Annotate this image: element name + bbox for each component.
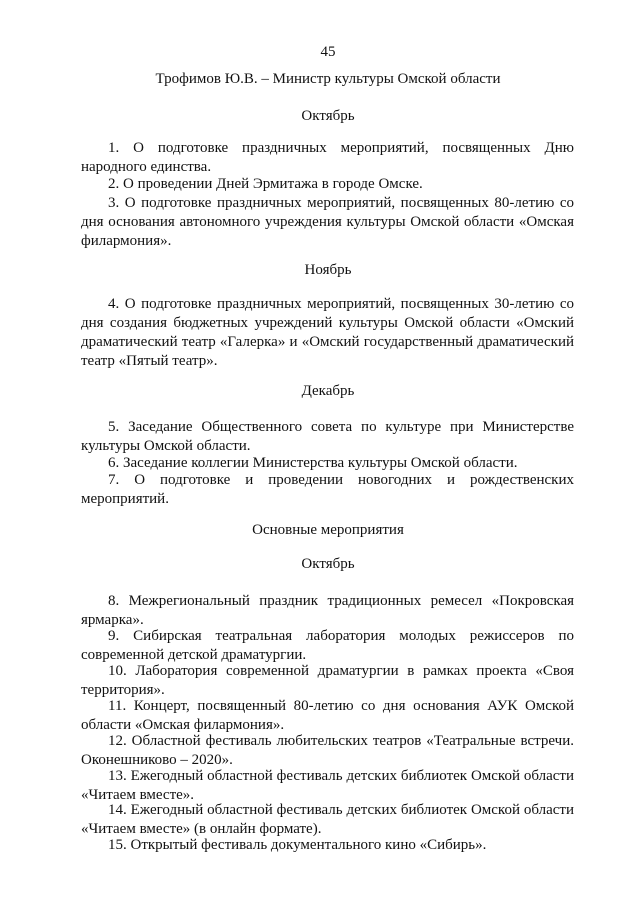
list-item: 7. О подготовке и проведении новогодних и рождественских мероприятий. (81, 472, 574, 507)
list-item: 3. О подготовке праздничных мероприятий, посвященных 80-летию со дня основания автономного учреждения культуры Омской области «Омская филармония». (81, 195, 574, 249)
list-item: 6. Заседание коллегии Министерства культуры Омской области. (108, 455, 518, 471)
list-item: 14. Ежегодный областной фестиваль детских библиотек Омской области «Читаем вместе» (в онлайн формате). (81, 802, 574, 837)
list-item: 2. О проведении Дней Эрмитажа в городе Омске. (108, 176, 423, 192)
list-item: 4. О подготовке праздничных мероприятий, посвященных 30-летию со дня создания бюджетных учреждений культуры Омской области «Омский драматический театр «Галерка» и «Омский государственный драматический театр «Пятый театр». (81, 296, 574, 369)
list-item: 8. Межрегиональный праздник традиционных ремесел «Покровская ярмарка». (81, 593, 574, 628)
list-item: 10. Лаборатория современной драматургии в рамках проекта «Своя территория». (81, 663, 574, 698)
list-item: 15. Открытый фестиваль документального кино «Сибирь». (108, 837, 487, 853)
list-item: 9. Сибирская театральная лаборатория молодых режиссеров по современной детской драматургии. (81, 628, 574, 663)
list-item: 5. Заседание Общественного совета по культуре при Министерстве культуры Омской области. (81, 419, 574, 454)
list-item: 1. О подготовке праздничных мероприятий, посвященных Дню народного единства. (81, 140, 574, 175)
section-heading-december: Декабрь (301, 383, 355, 399)
section-heading-october: Октябрь (301, 556, 355, 572)
list-item: 13. Ежегодный областной фестиваль детских библиотек Омской области «Читаем вместе». (81, 768, 574, 803)
page-number: 45 (320, 44, 336, 60)
section-heading-november: Ноябрь (304, 262, 352, 278)
list-item: 11. Концерт, посвященный 80-летию со дня основания АУК Омской области «Омская филармония». (81, 698, 574, 733)
responsible-heading: Трофимов Ю.В. – Министр культуры Омской области (155, 71, 501, 87)
section-heading-main-events: Основные мероприятия (252, 522, 404, 538)
list-item: 12. Областной фестиваль любительских театров «Театральные встречи. Оконешниково – 2020». (81, 733, 574, 768)
section-heading-october: Октябрь (301, 108, 355, 124)
